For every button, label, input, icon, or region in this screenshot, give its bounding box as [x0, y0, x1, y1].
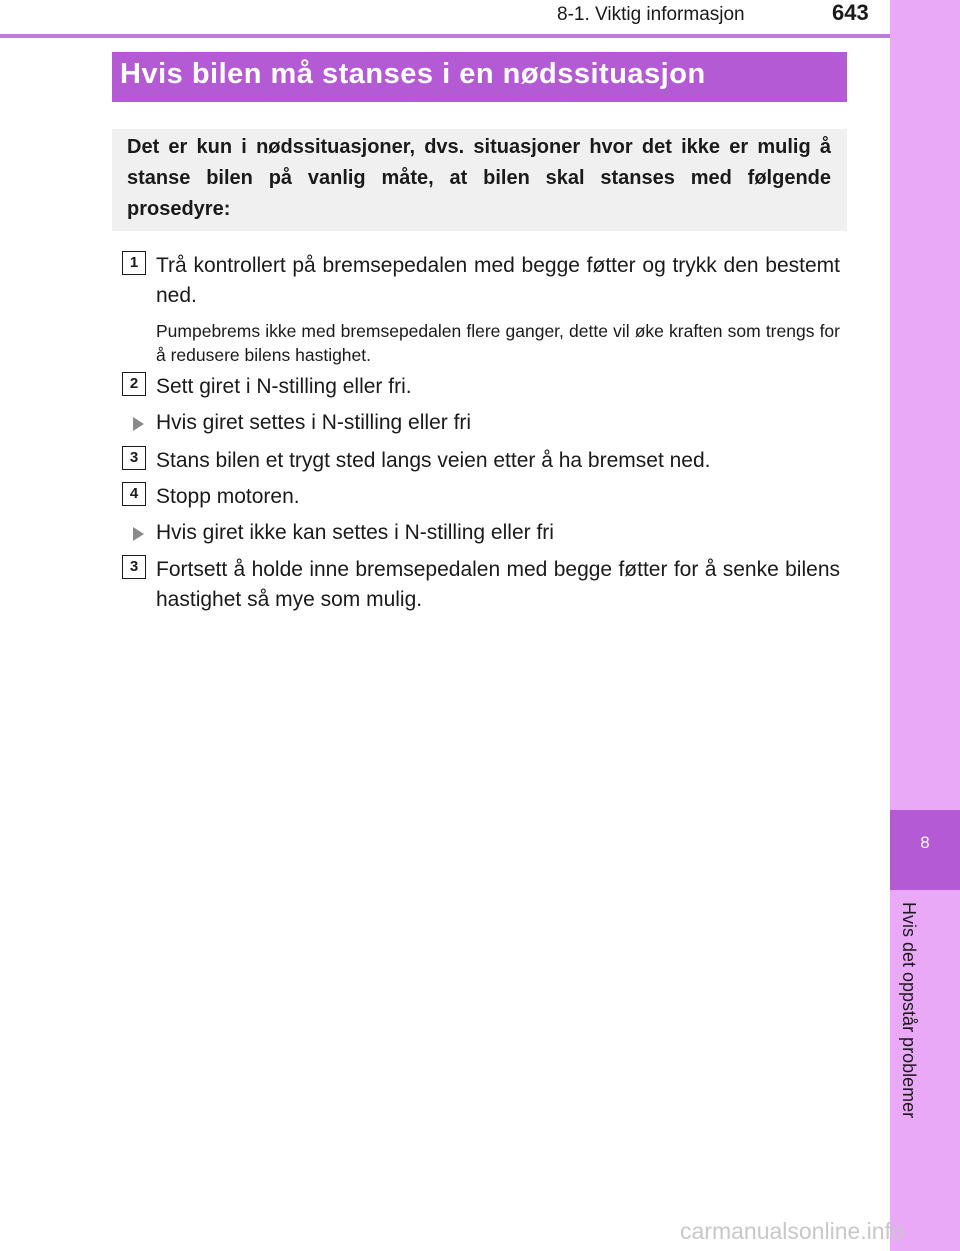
chapter-title: Hvis det oppstår problemer: [899, 902, 919, 1119]
intro-box: [112, 129, 847, 231]
title-bar: [112, 52, 847, 102]
step-badge: 2: [122, 372, 146, 396]
section-label: 8-1. Viktig informasjon: [557, 4, 745, 25]
step-text: Sett giret i N-stilling eller fri.: [156, 375, 412, 398]
step-badge: 1: [122, 251, 146, 275]
arrow-right-icon: [133, 527, 144, 541]
condition-heading: Hvis giret ikke kan settes i N-stilling eller fri: [156, 521, 554, 544]
step-text: Stopp motoren.: [156, 485, 300, 508]
step-note: Pumpebrems ikke med bremsepedalen flere ganger, dette vil øke kraften som trengs for å redusere bilens hastighet.: [156, 321, 840, 365]
page-title: Hvis bilen må stanses i en nødssituasjon: [120, 58, 706, 90]
step-badge: 3: [122, 446, 146, 470]
arrow-right-icon: [133, 417, 144, 431]
condition-heading: Hvis giret settes i N-stilling eller fri: [156, 411, 472, 434]
step-text: Stans bilen et trygt sted langs veien etter å ha bremset ned.: [156, 449, 711, 472]
header-divider: [0, 34, 890, 38]
chapter-number: 8: [890, 810, 960, 890]
page-number: 643: [832, 0, 869, 25]
step-badge: 3: [122, 555, 146, 579]
step-text: Trå kontrollert på bremsepedalen med begge føtter og trykk den bestemt ned.: [156, 254, 840, 307]
step-text: Fortsett å holde inne bremsepedalen med begge føtter for å senke bilens hastighet så mye som mulig.: [156, 558, 840, 611]
intro-text: Det er kun i nødssituasjoner, dvs. situasjoner hvor det ikke er mulig å stanse bilen på vanlig måte, at bilen skal stanses med følgende prosedyre:: [127, 136, 831, 220]
watermark: carmanualsonline.info: [680, 1218, 904, 1244]
step-badge: 4: [122, 482, 146, 506]
